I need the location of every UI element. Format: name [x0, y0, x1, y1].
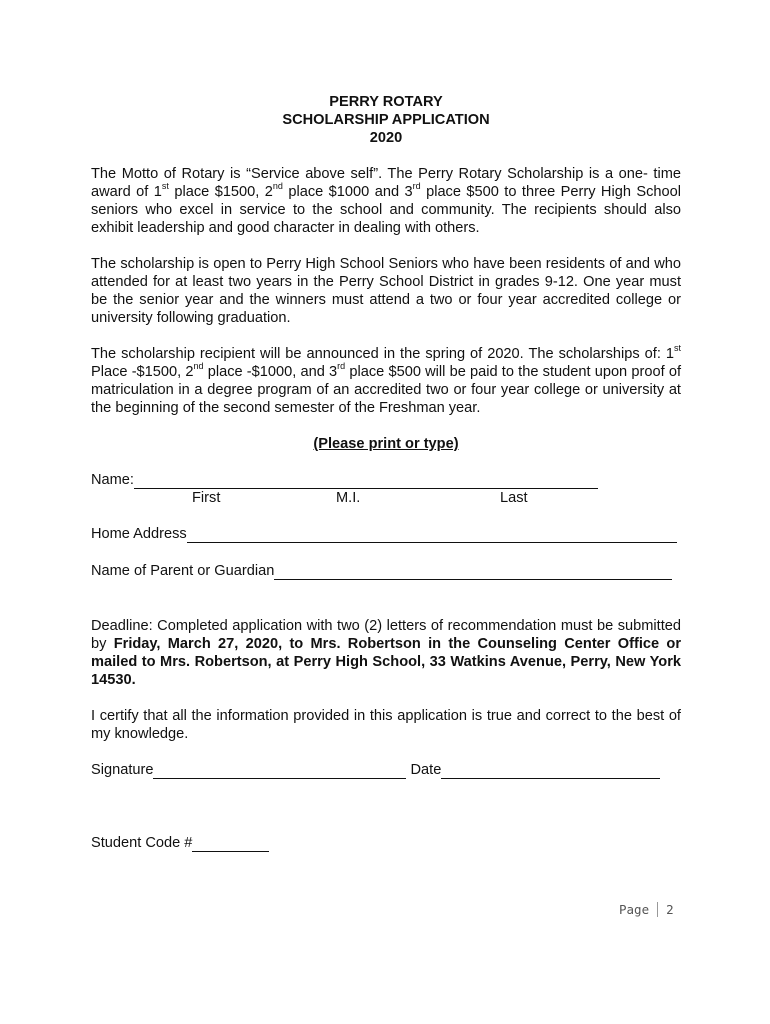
- print-instruction: (Please print or type): [313, 436, 459, 452]
- page-number: 2: [666, 902, 674, 917]
- date-label: Date: [410, 762, 442, 778]
- name-sub-labels: [91, 489, 681, 507]
- first-name-label: First: [192, 490, 221, 506]
- title-line-2: SCHOLARSHIP APPLICATION: [282, 112, 490, 128]
- title-block: [91, 93, 681, 147]
- address-input-line[interactable]: [187, 527, 677, 543]
- student-code-label: Student Code #: [91, 835, 193, 851]
- title-line-1: PERRY ROTARY: [329, 94, 443, 110]
- deadline-paragraph: Deadline: Completed application with two (2) letters of recommendation must be submitted by Friday, March 27, 2020, to Mrs. Robertson in the Counseling Center Office or mailed to Mrs. Robertson, at Perry High School, 33 Watkins Avenue, Perry, New York 14530.: [91, 618, 682, 688]
- signature-input-line[interactable]: [153, 763, 406, 779]
- eligibility-paragraph: The scholarship is open to Perry High School Seniors who have been residents of and who attended for at least two years in the Perry School District in grades 9-12. One year must be the senior year and the winners must attend a two or four year accredited college or university following graduation.: [91, 256, 681, 326]
- student-code-row: [91, 834, 681, 852]
- page-footer: [619, 902, 674, 917]
- date-input-line[interactable]: [441, 763, 660, 779]
- award-paragraph: The scholarship recipient will be announced in the spring of 2020. The scholarships of: 1st Place -$1500, 2nd place -$1000, and 3rd place $500 will be paid to the student upon proof of matriculation in a degree program of an accredited two or four year college or university at the beginning of the second semester of the Freshman year.: [91, 343, 681, 416]
- parent-field-row: [91, 562, 681, 580]
- page-label: Page: [619, 902, 650, 917]
- intro-paragraph: The Motto of Rotary is “Service above self”. The Perry Rotary Scholarship is a one- time award of 1st place $1500, 2nd place $1000 and 3rd place $500 to three Perry High School seniors who excel in service to the school and community. The recipients should also exhibit leadership and good character in dealing with others.: [91, 166, 682, 236]
- certification-paragraph: I certify that all the information provided in this application is true and correct to the best of my knowledge.: [91, 708, 681, 742]
- address-field-row: [91, 525, 681, 543]
- name-field-row: [91, 471, 681, 489]
- middle-initial-label: M.I.: [336, 490, 361, 506]
- parent-input-line[interactable]: [274, 564, 672, 580]
- signature-label: Signature: [91, 762, 154, 778]
- signature-date-row: [91, 761, 681, 779]
- last-name-label: Last: [500, 490, 528, 506]
- address-label: Home Address: [91, 526, 187, 542]
- parent-label: Name of Parent or Guardian: [91, 563, 275, 579]
- title-year: 2020: [369, 130, 403, 146]
- footer-divider: [657, 902, 658, 917]
- student-code-input-line[interactable]: [192, 836, 269, 852]
- document-page: [91, 93, 681, 852]
- name-input-line[interactable]: [134, 473, 598, 489]
- name-label: Name:: [91, 472, 134, 488]
